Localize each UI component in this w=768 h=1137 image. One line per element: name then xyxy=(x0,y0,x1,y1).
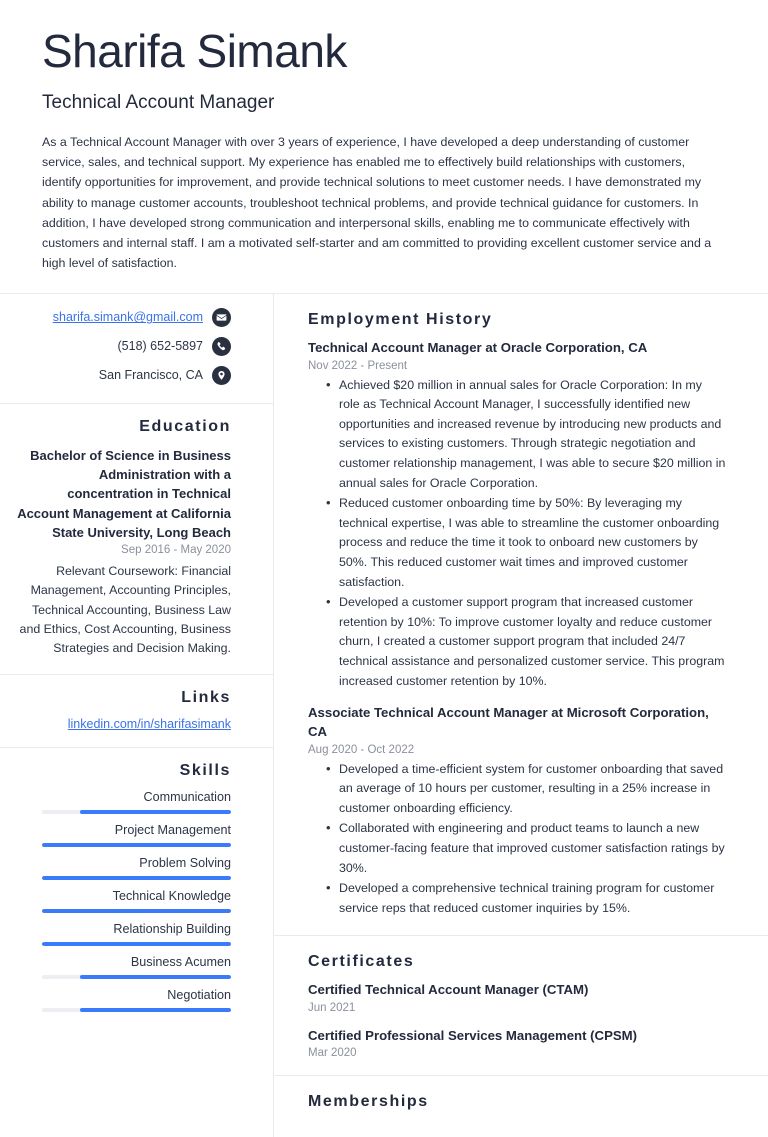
employment-block xyxy=(274,294,768,936)
employment-bullet: • Achieved $20 million in annual sales for Oracle Corporation: In my role as Technical Account Manager, I successfully identified new opportunities and increased revenue by introducing new products and services to existing customers. Through strategic negotiation and customer relationship management, I was able to secure $20 million in annual sales for Oracle Corporation. xyxy=(326,376,726,494)
phone-icon xyxy=(212,337,231,356)
skill-bar xyxy=(42,843,231,847)
skill-item xyxy=(14,955,231,979)
education-block xyxy=(0,404,273,675)
employment-heading: Employment History xyxy=(308,310,493,328)
skill-item xyxy=(14,889,231,913)
contact-phone: (518) 652-5897 xyxy=(117,339,203,354)
certificates-heading: Certificates xyxy=(308,953,415,971)
employment-bullet: • Developed a time-efficient system for customer onboarding that saved an average of 10 hours per customer, resulting in a 25% increase in customer onboarding efficiency. xyxy=(326,760,726,819)
skills-list xyxy=(14,790,231,1012)
employment-bullet: • Reduced customer onboarding time by 50%: By leveraging my technical expertise, I was able to streamline the customer onboarding process and reduce the time it took to onboard new customers by 50%. This reduced customer wait times and improved customer satisfaction. xyxy=(326,494,726,592)
skill-bar xyxy=(42,942,231,946)
links-block xyxy=(0,675,273,748)
employment-title: Technical Account Manager at Oracle Corporation, CA xyxy=(308,339,648,355)
certificate-date: Jun 2021 xyxy=(308,1001,356,1014)
certificate-name: Certified Technical Account Manager (CTAM) xyxy=(308,982,589,998)
map-pin-icon xyxy=(212,366,231,385)
skill-bar-fill xyxy=(80,810,231,814)
certificate-item xyxy=(308,1027,726,1059)
certificate-date: Mar 2020 xyxy=(308,1047,357,1060)
contact-location-row xyxy=(14,366,231,385)
education-heading: Education xyxy=(139,417,231,435)
skill-bar xyxy=(42,975,231,979)
contact-location: San Francisco, CA xyxy=(98,368,203,383)
job-title: Technical Account Manager xyxy=(42,91,275,113)
skills-heading: Skills xyxy=(179,762,231,780)
employment-title: Associate Technical Account Manager at Microsoft Corporation, CA xyxy=(308,705,709,739)
education-description: Relevant Coursework: Financial Management, Accounting Principles, Technical Accounting, Business Law and Ethics, Cost Accounting, Business Strategies and Decision Making. xyxy=(19,564,231,655)
employment-bullet: • Collaborated with engineering and product teams to launch a new customer-facing feature that improved customer satisfaction ratings by 30%. xyxy=(326,819,726,878)
education-degree: Bachelor of Science in Business Administration with a concentration in Technical Account Management at California State University, Long Beach xyxy=(17,447,231,540)
contact-phone-row[interactable] xyxy=(14,337,231,356)
skill-item xyxy=(14,856,231,880)
employment-date: Nov 2022 - Present xyxy=(308,359,408,372)
skill-bar xyxy=(42,810,231,814)
employment-bullet: • Developed a customer support program that increased customer retention by 10%: To improve customer loyalty and reduce customer churn, I created a customer support program that included 24/7 technical assistance and personalized customer service. This program increased customer retention by 10%. xyxy=(326,593,726,691)
resume-body xyxy=(0,294,768,1137)
skill-bar xyxy=(42,1008,231,1012)
resume-header xyxy=(0,0,768,293)
skill-item xyxy=(14,922,231,946)
certificate-name: Certified Professional Services Management (CPSM) xyxy=(308,1027,638,1043)
main-content xyxy=(274,294,768,1137)
employment-bullet: • Developed a comprehensive technical training program for customer service reps that reduced customer inquiries by 15%. xyxy=(326,879,726,918)
skills-block xyxy=(0,748,273,1028)
envelope-icon xyxy=(212,308,231,327)
memberships-block xyxy=(274,1076,768,1137)
skill-bar-fill xyxy=(42,876,231,880)
skill-label: Business Acumen xyxy=(130,955,231,970)
skill-bar-fill xyxy=(80,1008,231,1012)
employment-entry xyxy=(308,339,726,691)
skill-label: Relationship Building xyxy=(113,922,231,937)
skill-bar-fill xyxy=(42,843,231,847)
skill-label: Communication xyxy=(143,790,231,805)
skill-label: Problem Solving xyxy=(139,856,231,871)
contact-block xyxy=(0,294,273,404)
contact-email[interactable]: sharifa.simank@gmail.com xyxy=(52,310,203,325)
certificates-list xyxy=(308,981,726,1059)
skill-bar-fill xyxy=(80,975,231,979)
skill-bar xyxy=(42,909,231,913)
certificate-item xyxy=(308,981,726,1013)
employment-bullets xyxy=(308,760,726,919)
skill-bar xyxy=(42,876,231,880)
skill-label: Negotiation xyxy=(167,988,231,1003)
link-item[interactable]: linkedin.com/in/sharifasimank xyxy=(67,717,231,732)
skill-item xyxy=(14,790,231,814)
education-date: Sep 2016 - May 2020 xyxy=(121,544,231,557)
skill-bar-fill xyxy=(42,942,231,946)
professional-summary: As a Technical Account Manager with over 3 years of experience, I have developed a deep understanding of customer service, sales, and technical support. My experience has enabled me to effectively build relationships with customers, identify opportunities for improvement, and provide technical solutions to meet customer needs. I have demonstrated my ability to manage customer accounts, troubleshoot technical problems, and provide technical guidance for customers. In addition, I have developed strong communication and interpersonal skills, enabling me to communicate effectively with customers and internal staff. I am a motivated self-starter and am committed to providing excellent customer service and a high level of satisfaction. xyxy=(42,135,712,270)
sidebar xyxy=(0,294,274,1137)
page-title: Sharifa Simank xyxy=(42,25,347,77)
skill-item xyxy=(14,823,231,847)
memberships-heading: Memberships xyxy=(308,1093,429,1111)
skill-item xyxy=(14,988,231,1012)
contact-email-row[interactable] xyxy=(14,308,231,327)
employment-date: Aug 2020 - Oct 2022 xyxy=(308,743,415,756)
skill-label: Project Management xyxy=(114,823,231,838)
employment-entry xyxy=(308,704,726,918)
employment-list xyxy=(308,339,726,918)
skill-bar-fill xyxy=(42,909,231,913)
certificates-block xyxy=(274,936,768,1076)
links-heading: Links xyxy=(181,689,231,707)
skill-label: Technical Knowledge xyxy=(112,889,231,904)
employment-bullets xyxy=(308,376,726,692)
